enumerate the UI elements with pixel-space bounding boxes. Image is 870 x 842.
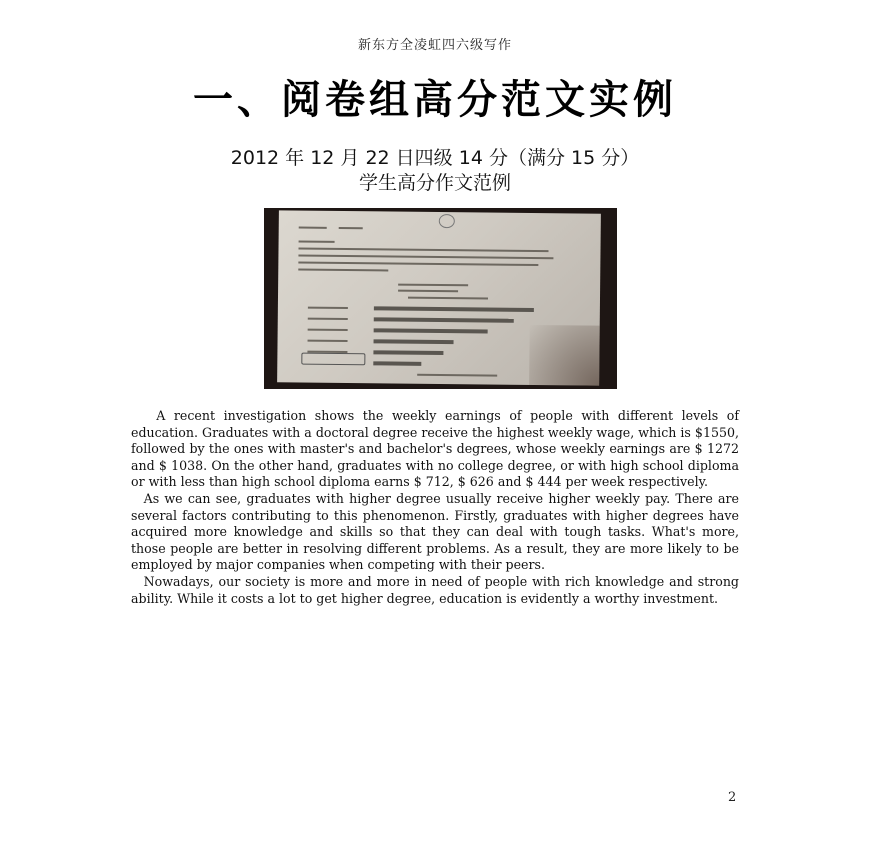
exam-paper-sheet — [277, 210, 601, 385]
subtitle-date-score: 2012 年 12 月 22 日四级 14 分（满分 15 分） — [230, 147, 640, 169]
circled-label-mark — [301, 353, 365, 366]
essay-paragraph-2: As we can see, graduates with higher degree usually receive higher weekly pay. There are several factors contributing to this phenomenon. Firstly, graduates with higher degrees have acquired more knowledge and skills so that they can deal with tough tasks. What's more, those people are better in resolving different problems. As a result, they are more likely to be employed by major companies when competing with their peers. — [131, 490, 739, 573]
essay-paragraph-1: A recent investigation shows the weekly earnings of people with different levels of education. Graduates with a doctoral degree receive the highest weekly wage, which is $1550, followed by the ones with master's and bachelor's degrees, whose weekly earnings are $ 1272 and $ 1038. On the other hand, graduates with no college degree, or with high school diploma or with less than high school diploma earns $ 712, $ 626 and $ 444 per week respectively. — [131, 408, 739, 490]
handwritten-mark-icon — [439, 214, 455, 228]
running-header: 新东方全凌虹四六级写作 — [357, 38, 512, 53]
essay-body — [131, 408, 739, 607]
exam-paper-photo — [264, 208, 617, 389]
page-title: 一、阅卷组高分范文实例 — [193, 77, 677, 123]
essay-paragraph-3: Nowadays, our society is more and more in need of people with rich knowledge and strong ability. While it costs a lot to get higher degree, education is evidently a worthy investment. — [131, 573, 739, 606]
page-number: 2 — [728, 790, 737, 805]
subtitle-sample-label: 学生高分作文范例 — [358, 172, 511, 194]
